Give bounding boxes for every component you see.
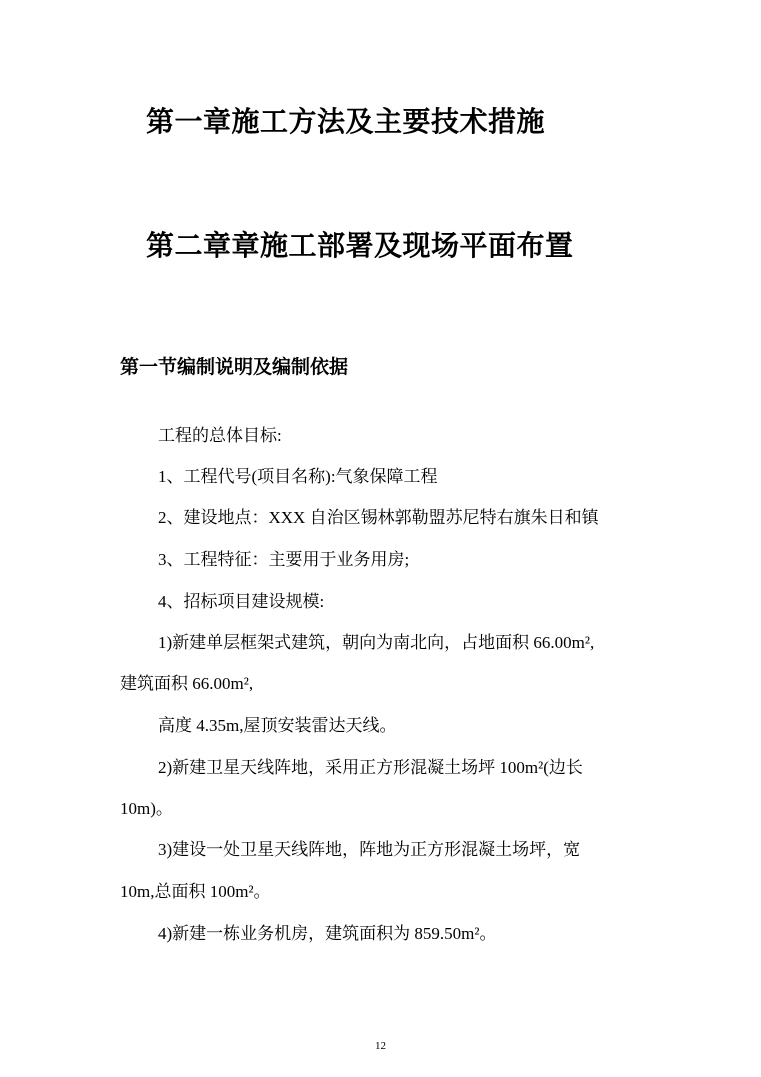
body-line: 2、建设地点：XXX 自治区锡林郭勒盟苏尼特右旗朱日和镇 [158, 508, 599, 527]
body-line: 高度 4.35m,屋顶安装雷达天线。 [158, 716, 397, 735]
body-line: 1、工程代号(项目名称):气象保障工程 [158, 467, 438, 486]
body-line: 2)新建卫星天线阵地，采用正方形混凝土场坪 100m²(边长 [158, 758, 583, 777]
body-line: 4、招标项目建设规模: [158, 592, 325, 611]
body-line: 工程的总体目标: [158, 426, 282, 445]
body-line: 10m)。 [120, 799, 173, 818]
body-line: 建筑面积 66.00m², [120, 674, 254, 693]
chapter-1-title: 第一章施工方法及主要技术措施 [146, 105, 546, 138]
body-line: 4)新建一栋业务机房，建筑面积为 859.50m²。 [158, 924, 497, 943]
chapter-2-title: 第二章章施工部署及现场平面布置 [146, 229, 574, 262]
body-line: 10m,总面积 100m²。 [120, 882, 271, 901]
page-number: 12 [375, 1040, 386, 1052]
body-line: 3、工程特征：主要用于业务用房; [158, 550, 410, 569]
body-line: 3)建设一处卫星天线阵地，阵地为正方形混凝土场坪，宽 [158, 840, 581, 859]
section-title: 第一节编制说明及编制依据 [120, 356, 349, 378]
body-line: 1)新建单层框架式建筑，朝向为南北向，占地面积 66.00m², [158, 633, 595, 652]
